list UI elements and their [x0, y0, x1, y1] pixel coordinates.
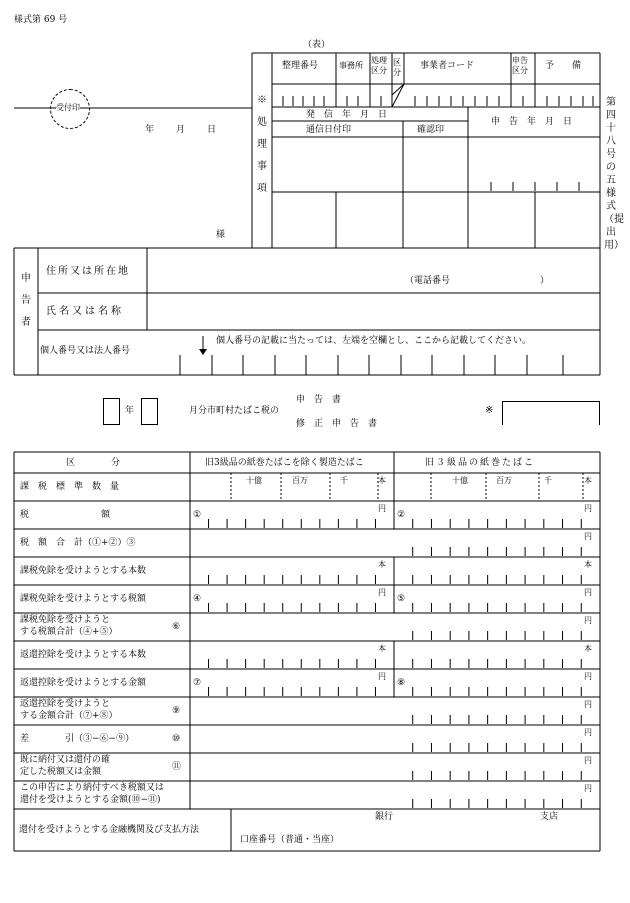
row-num1-4: ④	[193, 594, 202, 604]
receipt-stamp-label: 受付印	[56, 103, 80, 112]
title-amended: 修 正 申 告 書	[296, 419, 378, 429]
account-label: 口座番号（普通・当座）	[240, 835, 340, 845]
header-shinkoku-kubun: 申告区分	[512, 56, 528, 75]
hasshin-date-label: 発 信 年 月 日	[306, 110, 388, 120]
id-number-label: 個人番号又は法人番号	[40, 346, 131, 356]
tsushin-label: 通信日付印	[306, 125, 352, 135]
unit-a-4: 円	[378, 588, 386, 597]
row-label-2: 税 額 合 計（①+②）③	[20, 538, 136, 548]
kakunin-label: 確認印	[417, 125, 445, 135]
unit-header-3: 本	[378, 476, 386, 485]
table-kubun-header: 区 分	[66, 458, 121, 468]
shinkoku-date-label: 申 告 年 月 日	[491, 117, 573, 127]
header-jimusho: 事務所	[339, 61, 363, 70]
col1-header: 旧3級品の紙巻たばこを除く製造たばこ	[205, 458, 364, 468]
address-label: 住所又は所在地	[46, 266, 130, 277]
unit-b-3: 本	[584, 560, 592, 569]
unit-header-5: 百万	[496, 476, 512, 485]
row-label-9: 差 引（③−⑥−⑨）	[20, 734, 135, 744]
row-label-10-b: 定した税額又は金額	[20, 767, 102, 777]
name-label: 氏名又は名称	[46, 306, 124, 317]
row-num1-1: ①	[193, 510, 202, 520]
row-circ-9: ⑩	[172, 734, 181, 744]
bank-suffix: 銀行	[375, 812, 394, 822]
row-circ-10: ⑪	[172, 762, 182, 772]
unit-header-0: 十億	[246, 476, 262, 485]
row-label-11-b: 還付を受けようとする金額(⑩−⑪)	[20, 795, 161, 805]
unit-header-4: 十億	[452, 476, 468, 485]
header-ku: 区分	[393, 58, 401, 77]
unit-b-4: 円	[584, 588, 592, 597]
front-label: （表）	[303, 40, 331, 50]
year-box-1[interactable]	[103, 398, 120, 425]
row-num2-7: ⑧	[397, 678, 406, 688]
unit-8: 円	[584, 700, 592, 709]
row-label-6: 返還控除を受けようとする本数	[20, 650, 147, 660]
row-num2-4: ⑤	[397, 594, 406, 604]
unit-a-1: 円	[378, 504, 386, 513]
row-label-5-b: する税額合計（④+⑤）	[20, 627, 118, 637]
side-title: 第四十八号の五様式（提出用）	[604, 97, 624, 251]
branch-suffix: 支店	[540, 812, 559, 822]
row-num1-7: ⑦	[193, 678, 202, 688]
declarant-label: 申告者	[21, 273, 31, 328]
unit-5: 円	[584, 616, 592, 625]
title-year: 年	[125, 406, 135, 416]
header-seiri: 整理番号	[282, 61, 319, 71]
unit-9: 円	[584, 728, 592, 737]
row-label-0: 課 税 標 準 数 量	[20, 482, 120, 492]
row-label-11-a: この申告により納付すべき税額又は	[20, 783, 164, 793]
id-note: 個人番号の記載に当たっては、左端を空欄とし、ここから記載してください。	[216, 336, 532, 346]
row-label-7: 返還控除を受けようとする金額	[20, 678, 147, 688]
phone-label: （電話番号 ）	[405, 276, 550, 286]
row-circ-5: ⑥	[172, 622, 181, 632]
header-jigyosha: 事業者コード	[420, 61, 475, 71]
stamp-day: 日	[207, 125, 217, 135]
processing-label: ※処理事項	[257, 95, 267, 194]
unit-11: 円	[584, 784, 592, 793]
unit-header-2: 千	[340, 476, 348, 485]
unit-header-6: 千	[544, 476, 552, 485]
unit-a-3: 本	[378, 560, 386, 569]
unit-2: 円	[584, 532, 592, 541]
title-decl: 申 告 書	[296, 395, 342, 405]
row-label-5-a: 課税免除を受けようと	[20, 615, 111, 625]
unit-a-7: 円	[378, 672, 386, 681]
unit-b-6: 本	[584, 644, 592, 653]
row-label-8-b: する金額合計（⑦+⑧）	[20, 711, 118, 721]
col2-header: 旧３級品の紙巻たばこ	[425, 458, 536, 468]
stamp-year: 年	[145, 125, 155, 135]
bank-label: 還付を受けようとする金融機関及び支払方法	[19, 825, 200, 835]
month-box[interactable]	[141, 398, 158, 425]
form-number: 様式第 69 号	[14, 15, 68, 25]
unit-header-1: 百万	[292, 476, 308, 485]
unit-a-6: 本	[378, 644, 386, 653]
row-circ-8: ⑨	[172, 706, 181, 716]
row-label-4: 課税免除を受けようとする税額	[20, 594, 147, 604]
unit-b-7: 円	[584, 672, 592, 681]
header-yobi: 予 備	[545, 61, 582, 71]
header-shori-kubun: 処理区分	[371, 56, 387, 75]
row-label-3: 課税免除を受けようとする本数	[20, 566, 147, 576]
addressee-sama: 様	[216, 230, 226, 240]
stamp-month: 月	[176, 125, 186, 135]
unit-b-1: 円	[584, 504, 592, 513]
title-middle: 月分市町村たばこ税の	[189, 406, 280, 416]
title-mark: ※	[485, 405, 494, 416]
unit-header-7: 本	[584, 476, 592, 485]
row-label-8-a: 返還控除を受けようと	[20, 699, 111, 709]
row-label-10-a: 既に納付又は還付の確	[20, 755, 111, 765]
row-label-1: 税 額	[20, 510, 111, 520]
unit-10: 円	[584, 756, 592, 765]
reference-number-box[interactable]	[502, 401, 600, 425]
row-num2-1: ②	[397, 510, 406, 520]
